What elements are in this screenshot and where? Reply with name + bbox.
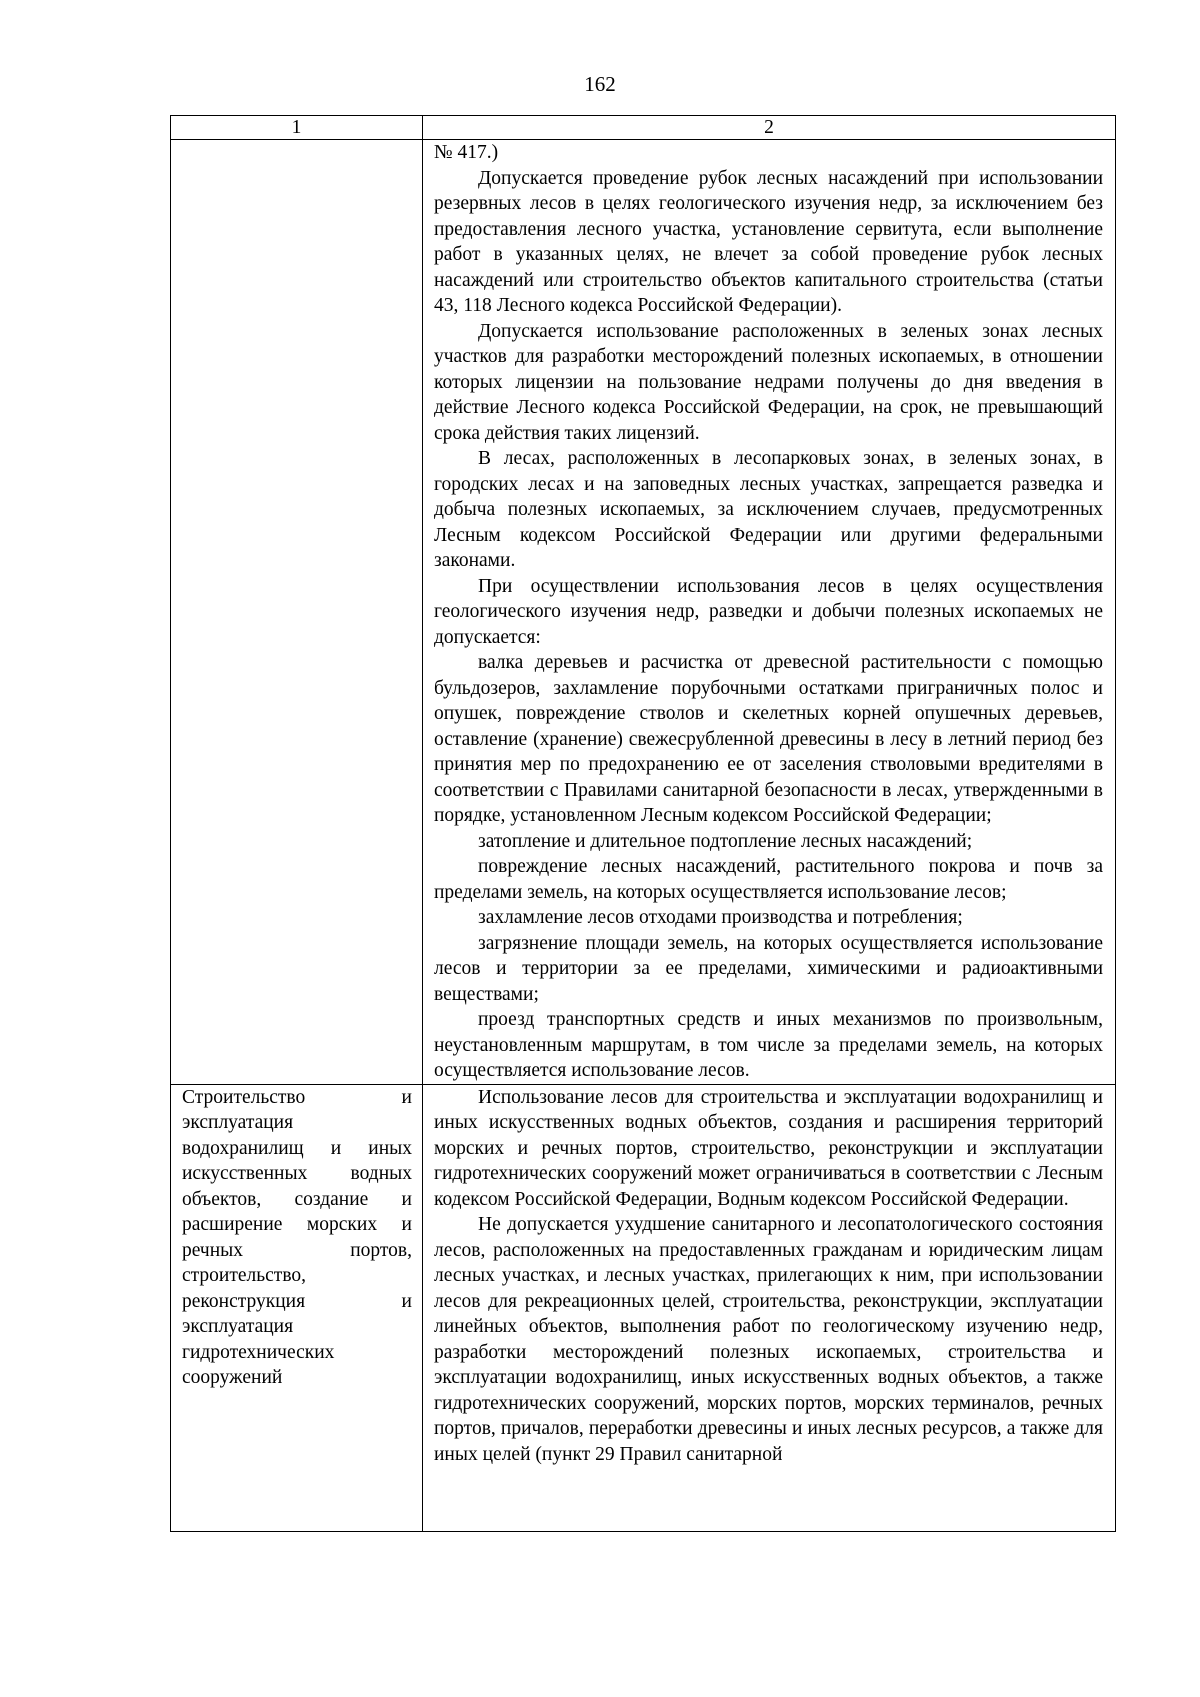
paragraph: проезд транспортных средств и иных механизмов по произвольным, неустановленным маршрутам, в том числе за пределами земель, на которых осуществляется использование лесов. — [434, 1009, 1103, 1081]
page-number: 162 — [584, 72, 616, 96]
document-table — [170, 115, 1116, 1532]
paragraph: загрязнение площади земель, на которых осуществляется использование лесов и территории за ее пределами, химическими и радиоактивными веществами; — [434, 932, 1103, 1005]
row1-col1-cell — [171, 140, 423, 1085]
activity-type-label: Строительство и эксплуатация водохранилищ и иных искусственных водных объектов, создание и расширение морских и речных портов, строительство, реконструкция и эксплуатация гидротехнических сооружений — [182, 1086, 412, 1388]
paragraph: Допускается проведение рубок лесных насаждений при использовании резервных лесов в целях геологического изучения недр, за исключением без предоставления лесного участка, установление сервитута, если выполнение работ в указанных целях, не влечет за собой проведение рубок лесных насаждений или строительство объектов капитального строительства (статьи 43, 118 Лесного кодекса Российской Федерации). — [434, 167, 1103, 316]
row1-col2-cell — [423, 140, 1116, 1085]
table-row — [171, 140, 1116, 1085]
paragraph: Допускается использование расположенных в зеленых зонах лесных участков для разработки месторождений полезных ископаемых, в отношении которых лицензии на пользование недрами получены до дня введения в действие Лесного кодекса Российской Федерации, на срок, не превышающий срока действия таких лицензий. — [434, 320, 1103, 444]
row2-text-clip — [434, 1085, 1103, 1531]
column-header-1: 1 — [171, 116, 423, 140]
paragraph: валка деревьев и расчистка от древесной растительности с помощью бульдозеров, захламление порубочными остатками приграничных полос и опушек, повреждение стволов и скелетных корней опушечных деревьев, оставление (хранение) свежесрубленной древесины в лесу в летний период без принятия мер по предохранению ее от заселения стволовыми вредителями в соответствии с Правилами санитарной безопасности в лесах, утвержденными в порядке, установленном Лесным кодексом Российской Федерации; — [434, 652, 1103, 826]
paragraph: затопление и длительное подтопление лесных насаждений; — [478, 830, 973, 852]
paragraph: При осуществлении использования лесов в целях осуществления геологического изучения недр, разведки и добычи полезных ископаемых не допускается: — [434, 575, 1103, 648]
row2-col2-cell — [423, 1084, 1116, 1531]
paragraph: В лесах, расположенных в лесопарковых зонах, в зеленых зонах, в городских лесах и на заповедных лесных участках, запрещается разведка и добыча полезных ископаемых, за исключением случаев, предусмотренных Лесным кодексом Российской Федерации или другими федеральными законами. — [434, 448, 1103, 571]
row2-col1-cell — [171, 1084, 423, 1531]
paragraph: Не допускается ухудшение санитарного и лесопатологического состояния лесов, расположенных на предоставленных гражданам и юридическим лицам лесных участках, и лесных участках, прилегающих к ним, при использовании лесов для рекреационных целей, строительства, реконструкции, эксплуатации линейных объектов, выполнения работ по геологическому изучению недр, разработки месторождений полезных ископаемых, строительства и эксплуатации водохранилищ, иных искусственных водных объектов, а также гидротехнических сооружений, морских портов, морских терминалов, речных портов, причалов, переработки древесины и иных лесных ресурсов, а также для иных целей (пункт 29 Правил санитарной — [434, 1214, 1103, 1465]
paragraph: № 417.) — [434, 142, 499, 163]
table-row — [171, 1084, 1116, 1531]
paragraph: захламление лесов отходами производства и потребления; — [478, 907, 963, 928]
paragraph: повреждение лесных насаждений, растительного покрова и почв за пределами земель, на которых осуществляется использование лесов; — [434, 856, 1103, 903]
table-header-row — [171, 116, 1116, 140]
paragraph: Использование лесов для строительства и эксплуатации водохранилищ и иных искусственных водных объектов, создания и расширения территорий морских и речных портов, строительство, реконструкции и эксплуатации гидротехнических сооружений может ограничиваться в соответствии с Лесным кодексом Российской Федерации, Водным кодексом Российской Федерации. — [434, 1086, 1103, 1210]
column-header-2: 2 — [423, 116, 1116, 140]
